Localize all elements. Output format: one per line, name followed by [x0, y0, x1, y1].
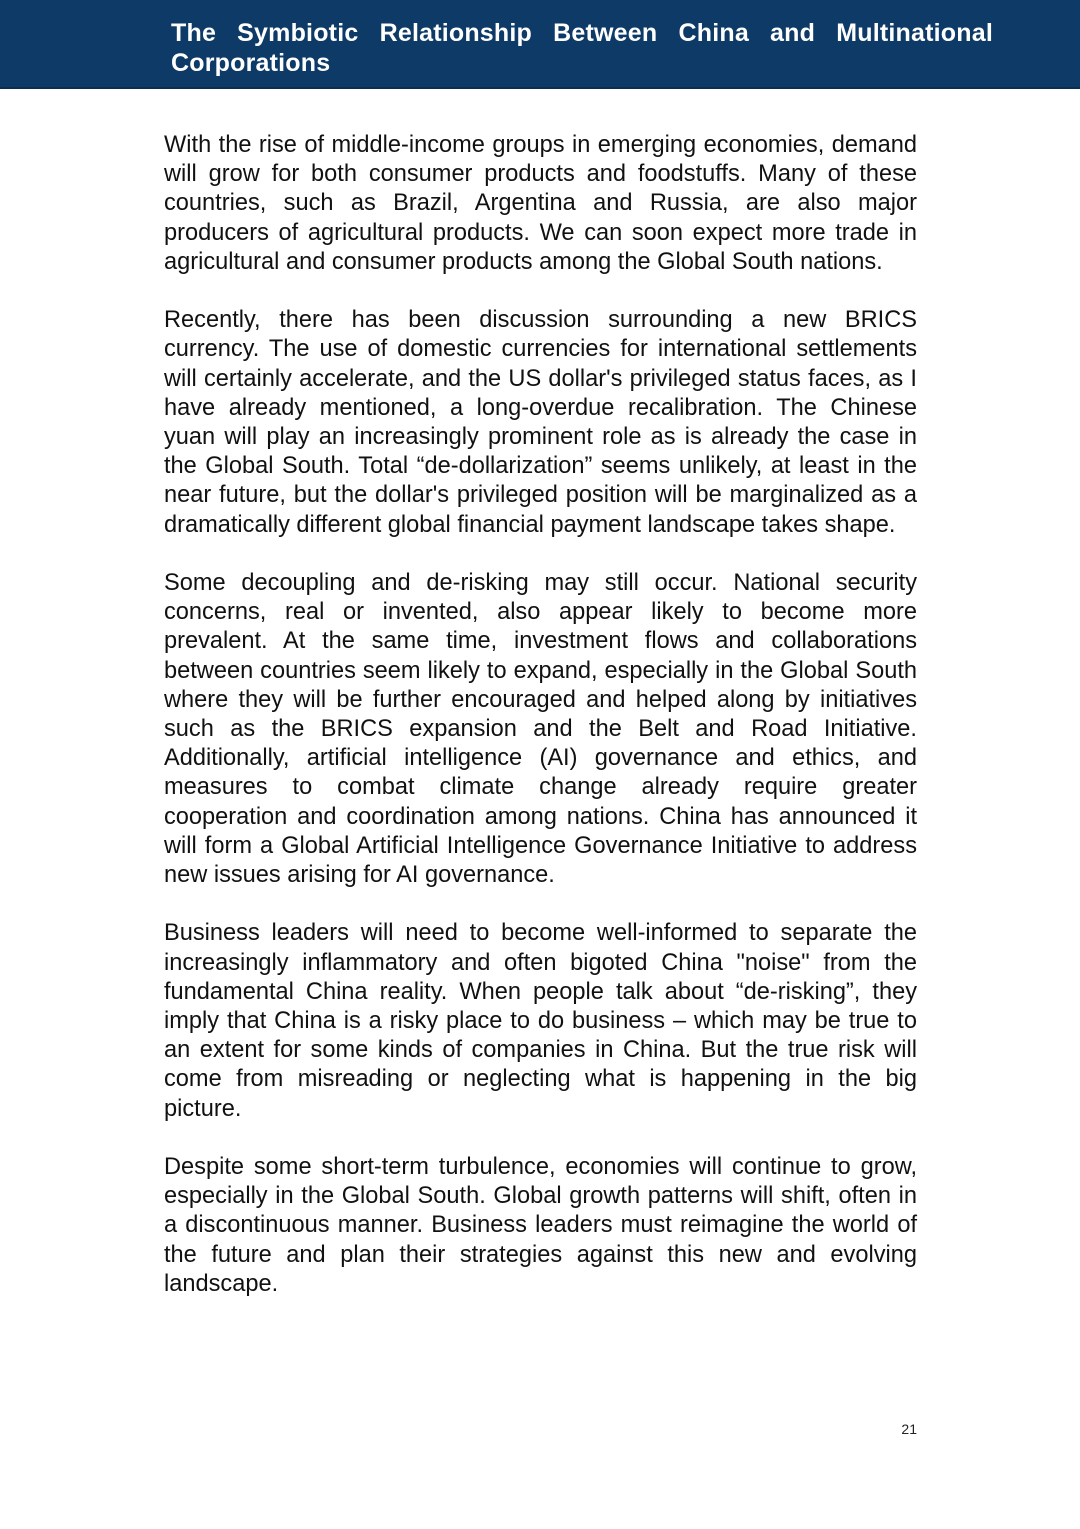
page-number: 21 — [901, 1421, 917, 1437]
paragraph-2: Recently, there has been discussion surrounding a new BRICS currency. The use of domestic currencies for international settlements will certainly accelerate, and the US dollar's privileged status faces, as I have already mentioned, a long-overdue recalibration. The Chinese yuan will play an increasingly prominent role as is already the case in the Global South. Total “de-dollarization” seems unlikely, at least in the near future, but the dollar's privileged position will be marginalized as a dramatically different global financial payment landscape takes shape. — [164, 307, 917, 538]
paragraph-4: Business leaders will need to become well-informed to separate the increasingly inflammatory and often bigoted China "noise" from the fundamental China reality. When people talk about “de-risking”, they imply that China is a risky place to do business – which may be true to an extent for some kinds of companies in China. But the true risk will come from misreading or neglecting what is happening in the big picture. — [164, 920, 917, 1122]
paragraph-3: Some decoupling and de-risking may still occur. National security concerns, real or invented, also appear likely to become more prevalent. At the same time, investment flows and collaborations between countries seem likely to expand, especially in the Global South where they will be further encouraged and helped along by initiatives such as the BRICS expansion and the Belt and Road Initiative. Additionally, artificial intelligence (AI) governance and ethics, and measures to combat climate change already require greater cooperation and coordination among nations. China has announced it will form a Global Artificial Intelligence Governance Initiative to address new issues arising for AI governance. — [164, 570, 917, 889]
document-title: The Symbiotic Relationship Between China and Multinational Corporations — [171, 19, 993, 77]
paragraph-1: With the rise of middle-income groups in emerging economies, demand will grow for both consumer products and foodstuffs. Many of these countries, such as Brazil, Argentina and Russia, are also major producers of agricultural products. We can soon expect more trade in agricultural and consumer products among the Global South nations. — [164, 132, 917, 275]
body-text — [164, 131, 917, 1299]
header-bar — [0, 0, 1080, 89]
paragraph-5: Despite some short-term turbulence, economies will continue to grow, especially in the Global South. Global growth patterns will shift, often in a discontinuous manner. Business leaders must reimagine the world of the future and plan their strategies against this new and evolving landscape. — [164, 1154, 917, 1297]
